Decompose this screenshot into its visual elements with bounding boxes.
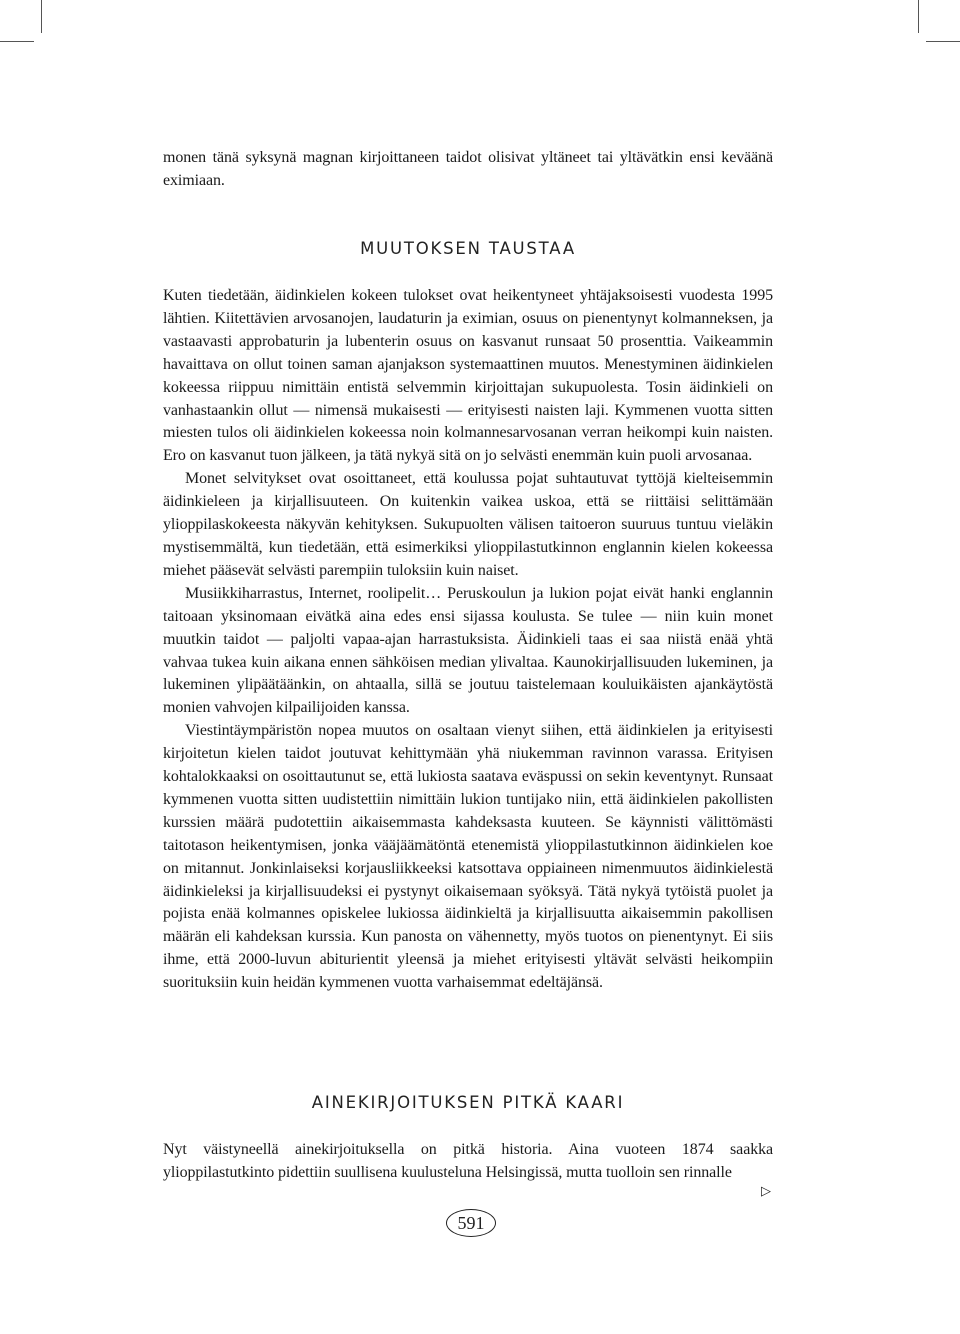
next-page-arrow-icon: ▷ xyxy=(761,1184,771,1199)
intro-text xyxy=(163,147,773,193)
crop-mark-top-left-vertical xyxy=(41,0,42,33)
section1-paragraph-3: Musiikkiharrastus, Internet, roolipelit… Peruskoulun ja lukion pojat eivät hanki englannin taitoaan yksinomaan eivätkä aina edes ensi sijassa koulusta. Se tulee — niin kuin monet muutkin taidot — paljolti vapaa-ajan harrastuksista. Äidinkieli taas ei saa niistä enää yhtä vahvaa tukea kuin aikana ennen sähköisen median ylivaltaa. Kaunokirjallisuuden lukeminen, ja lukeminen ylipäätäänkin, on ahtaalla, sillä se joutuu taistelemaan kouluikäisten ajankäytöstä monien vahvojen kilpailijoiden kanssa. xyxy=(163,584,773,717)
crop-mark-top-right-horizontal xyxy=(926,41,960,42)
section-heading-muutoksen-taustaa: MUUTOKSEN TAUSTAA xyxy=(360,239,576,258)
crop-mark-top-right-vertical xyxy=(918,0,919,33)
section1-body xyxy=(163,285,773,995)
page-number: 591 xyxy=(446,1209,496,1237)
section2-body xyxy=(163,1139,773,1185)
intro-paragraph: monen tänä syksynä magnan kirjoittaneen taidot olisivat yltäneet tai yltävätkin ensi keväänä eximiaan. xyxy=(163,149,773,189)
section-heading-ainekirjoituksen-pitka-kaari: AINEKIRJOITUKSEN PITKÄ KAARI xyxy=(311,1093,625,1112)
section2-paragraph-1: Nyt väistyneellä ainekirjoituksella on pitkä historia. Aina vuoteen 1874 saakka ylioppilastutkinto pidettiin suullisena kuulusteluna Helsingissä, mutta tuolloin sen rinnalle xyxy=(163,1141,773,1181)
section1-paragraph-4: Viestintäympäristön nopea muutos on osaltaan vienyt siihen, että äidinkielen ja erityisesti kirjoitetun kielen taidot joutuvat kehittymään yhä niukemman ravinnon varassa. Erityisen kohtalokkaaksi on osoittautunut se, että lukiosta saatava eväspussi on sekin keventynyt. Runsaat kymmenen vuotta sitten uudistettiin nimittäin lukion tuntijako niin, että äidinkielen pakollisten kurssien määrä pudotettiin aikaisemmasta kahdeksasta kuuteen. Se käynnisti välittömästi taitotason heikentymisen, jonka vääjäämätöntä etenemistä ylioppilastutkinnon äidinkielen koe on mitannut. Jonkinlaiseksi korjausliikkeeksi katsottava oppiaineen nimenmuutos äidinkielestä äidinkieleksi ja kirjallisuudeksi ei pystynyt oikaisemaan syöksyä. Tätä nykyä tytöistä puolet ja pojista enää kolmannes opiskelee lukiossa äidinkieltä ja kirjallisuutta aikaisemmin pakollisen määrän eli kahdeksan kurssia. Kun panosta on vähennetty, myös tuotos on pienentynyt. Ei siis ihme, että 2000-luvun abiturientit yleensä ja miehet erityisesti yltävät selvästi heikompiin suorituksiin kuin heidän kymmenen vuotta varhaisemmat edeltäjänsä. xyxy=(163,722,773,992)
section1-paragraph-1: Kuten tiedetään, äidinkielen kokeen tulokset ovat heikentyneet yhtäjaksoisesti vuodesta 1995 lähtien. Kiitettävien arvosanojen, laudaturin ja eximian, osuus on pienentynyt kolmanneksen, ja vastaavasti approbaturin ja lubenterin osuus on kasvanut runsaat 50 prosenttia. Vaikeammin havaittava on ollut toinen saman ajanjakson systemaattinen muutos. Menestyminen äidinkielen kokeessa riippuu nimittäin entistä selvemmin kirjoittajan sukupuolesta. Tosin äidinkieli on vanhastaankin ollut — nimensä mukaisesti — erityisesti naisten laji. Kymmenen vuotta sitten miesten tulos oli äidinkielen kokeessa noin kolmannesarvosanan verran heikompi kuin naisten. Ero on kasvanut tuon jälkeen, ja tätä nykyä sitä on jo selvästi enemmän kuin puoli arvosanaa. xyxy=(163,287,773,465)
section1-paragraph-2: Monet selvitykset ovat osoittaneet, että koulussa pojat suhtautuvat tyttöjä kielteisemmin äidinkieleen ja kirjallisuuteen. On kuitenkin vaikea uskoa, että se riittäisi selittämään ylioppilaskokeesta näkyvän kehityksen. Sukupuolten välisen taitoeron suuruus tuntuu vieläkin mystisemmältä, kun tiedetään, että esimerkiksi ylioppilastutkinnon englannin kielen kokeessa miehet pääsevät selvästi parempiin tuloksiin kuin naiset. xyxy=(163,470,773,579)
crop-mark-top-left-horizontal xyxy=(0,41,34,42)
